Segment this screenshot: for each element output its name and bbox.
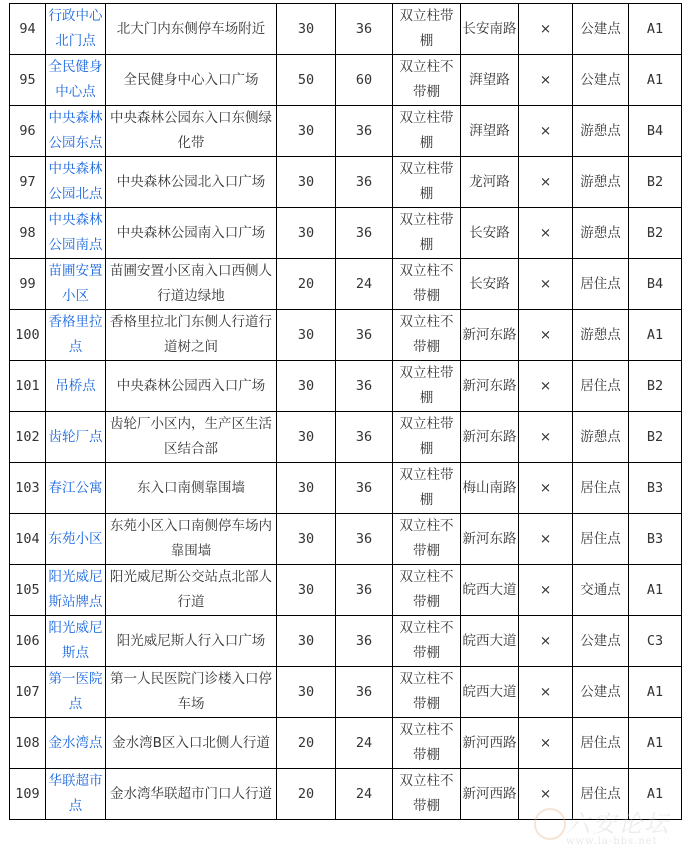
cell-rack-type: 双立柱带棚 xyxy=(393,4,461,55)
cell-cross-mark: × xyxy=(519,514,573,565)
cell-cross-mark: × xyxy=(519,769,573,820)
station-name-link[interactable]: 行政中心北门点 xyxy=(48,8,103,49)
cell-number: 97 xyxy=(10,157,46,208)
cell-rack-type: 双立柱不带棚 xyxy=(393,667,461,718)
cell-capacity-1: 30 xyxy=(277,106,336,157)
cell-location: 中央森林公园南入口广场 xyxy=(106,208,277,259)
cell-capacity-2: 36 xyxy=(336,463,393,514)
cell-grade: B2 xyxy=(629,412,682,463)
cell-capacity-1: 20 xyxy=(277,769,336,820)
station-name-link[interactable]: 中央森林公园南点 xyxy=(48,212,103,253)
cell-location: 中央森林公园西入口广场 xyxy=(106,361,277,412)
cell-category: 游憩点 xyxy=(573,157,629,208)
cell-rack-type: 双立柱不带棚 xyxy=(393,769,461,820)
station-name-link[interactable]: 第一医院点 xyxy=(48,671,103,712)
cell-road: 龙河路 xyxy=(461,157,519,208)
cell-road: 梅山南路 xyxy=(461,463,519,514)
cell-location: 东入口南侧靠围墙 xyxy=(106,463,277,514)
cell-station-name xyxy=(46,412,106,463)
cell-capacity-2: 60 xyxy=(336,55,393,106)
cell-cross-mark: × xyxy=(519,106,573,157)
cell-cross-mark: × xyxy=(519,361,573,412)
cell-category: 居住点 xyxy=(573,463,629,514)
cell-capacity-1: 50 xyxy=(277,55,336,106)
cell-cross-mark: × xyxy=(519,157,573,208)
table-row xyxy=(10,208,682,259)
cell-station-name xyxy=(46,616,106,667)
cell-road: 新河东路 xyxy=(461,412,519,463)
cell-category: 公建点 xyxy=(573,616,629,667)
cell-grade: A1 xyxy=(629,565,682,616)
table-row xyxy=(10,769,682,820)
cell-rack-type: 双立柱不带棚 xyxy=(393,718,461,769)
cell-rack-type: 双立柱不带棚 xyxy=(393,616,461,667)
table-row xyxy=(10,361,682,412)
cell-cross-mark: × xyxy=(519,4,573,55)
cell-rack-type: 双立柱带棚 xyxy=(393,208,461,259)
cell-road: 新河东路 xyxy=(461,514,519,565)
cell-rack-type: 双立柱带棚 xyxy=(393,412,461,463)
cell-road: 湃望路 xyxy=(461,106,519,157)
cell-grade: B2 xyxy=(629,157,682,208)
cell-rack-type: 双立柱带棚 xyxy=(393,361,461,412)
cell-station-name xyxy=(46,463,106,514)
cell-category: 居住点 xyxy=(573,718,629,769)
cell-capacity-1: 20 xyxy=(277,259,336,310)
cell-road: 湃望路 xyxy=(461,55,519,106)
station-name-link[interactable]: 中央森林公园北点 xyxy=(48,161,103,202)
cell-capacity-1: 30 xyxy=(277,157,336,208)
cell-rack-type: 双立柱不带棚 xyxy=(393,259,461,310)
cell-cross-mark: × xyxy=(519,55,573,106)
cell-capacity-2: 36 xyxy=(336,310,393,361)
cell-category: 公建点 xyxy=(573,55,629,106)
cell-location: 齿轮厂小区内，生产区生活区结合部 xyxy=(106,412,277,463)
cell-cross-mark: × xyxy=(519,259,573,310)
watermark-url: www.la-bbs.net xyxy=(566,836,658,847)
table-row xyxy=(10,55,682,106)
table-row xyxy=(10,157,682,208)
station-name-link[interactable]: 东苑小区 xyxy=(48,530,103,547)
cell-category: 游憩点 xyxy=(573,106,629,157)
cell-grade: B3 xyxy=(629,514,682,565)
cell-capacity-1: 30 xyxy=(277,208,336,259)
cell-station-name xyxy=(46,565,106,616)
cell-capacity-2: 36 xyxy=(336,157,393,208)
station-name-link[interactable]: 阳光威尼斯站牌点 xyxy=(48,569,103,610)
cell-capacity-2: 24 xyxy=(336,259,393,310)
cell-capacity-1: 30 xyxy=(277,361,336,412)
cell-station-name xyxy=(46,514,106,565)
cell-road: 新河东路 xyxy=(461,310,519,361)
cell-station-name xyxy=(46,310,106,361)
cell-capacity-2: 36 xyxy=(336,616,393,667)
table-row xyxy=(10,616,682,667)
cell-capacity-1: 30 xyxy=(277,616,336,667)
station-name-link[interactable]: 金水湾点 xyxy=(48,734,103,751)
cell-number: 106 xyxy=(10,616,46,667)
cell-grade: A1 xyxy=(629,769,682,820)
cell-number: 104 xyxy=(10,514,46,565)
cell-station-name xyxy=(46,157,106,208)
cell-cross-mark: × xyxy=(519,208,573,259)
cell-road: 皖西大道 xyxy=(461,667,519,718)
cell-capacity-1: 30 xyxy=(277,667,336,718)
cell-capacity-2: 24 xyxy=(336,769,393,820)
cell-grade: A1 xyxy=(629,310,682,361)
cell-rack-type: 双立柱不带棚 xyxy=(393,310,461,361)
cell-road: 长安南路 xyxy=(461,4,519,55)
station-name-link[interactable]: 春江公寓 xyxy=(48,479,103,496)
cell-cross-mark: × xyxy=(519,310,573,361)
cell-cross-mark: × xyxy=(519,718,573,769)
cell-grade: A1 xyxy=(629,55,682,106)
cell-capacity-2: 36 xyxy=(336,4,393,55)
cell-location: 北大门内东侧停车场附近 xyxy=(106,4,277,55)
cell-road: 长安路 xyxy=(461,208,519,259)
cell-grade: B4 xyxy=(629,106,682,157)
cell-grade: B3 xyxy=(629,463,682,514)
cell-station-name xyxy=(46,361,106,412)
cell-location: 东苑小区入口南侧停车场内靠围墙 xyxy=(106,514,277,565)
cell-location: 金水湾华联超市门口人行道 xyxy=(106,769,277,820)
cell-station-name xyxy=(46,667,106,718)
watermark-text: 六安论坛 xyxy=(566,810,670,838)
station-name-link[interactable]: 阳光威尼斯点 xyxy=(48,620,103,661)
bike-station-table xyxy=(9,3,682,820)
cell-capacity-1: 30 xyxy=(277,565,336,616)
cell-capacity-2: 36 xyxy=(336,361,393,412)
cell-number: 99 xyxy=(10,259,46,310)
cell-cross-mark: × xyxy=(519,412,573,463)
cell-location: 全民健身中心入口广场 xyxy=(106,55,277,106)
cell-station-name xyxy=(46,769,106,820)
cell-road: 长安路 xyxy=(461,259,519,310)
cell-capacity-2: 36 xyxy=(336,565,393,616)
cell-category: 居住点 xyxy=(573,361,629,412)
cell-location: 苗圃安置小区南入口西侧人行道边绿地 xyxy=(106,259,277,310)
cell-station-name xyxy=(46,718,106,769)
cell-grade: B4 xyxy=(629,259,682,310)
cell-station-name xyxy=(46,208,106,259)
cell-capacity-2: 36 xyxy=(336,412,393,463)
cell-rack-type: 双立柱带棚 xyxy=(393,106,461,157)
cell-number: 103 xyxy=(10,463,46,514)
cell-location: 香格里拉北门东侧人行道行道树之间 xyxy=(106,310,277,361)
cell-capacity-1: 30 xyxy=(277,514,336,565)
station-name-link[interactable]: 香格里拉点 xyxy=(48,314,103,355)
cell-road: 新河西路 xyxy=(461,769,519,820)
cell-location: 阳光威尼斯公交站点北部人行道 xyxy=(106,565,277,616)
cell-station-name xyxy=(46,106,106,157)
cell-cross-mark: × xyxy=(519,463,573,514)
cell-location: 第一人民医院门诊楼入口停车场 xyxy=(106,667,277,718)
cell-rack-type: 双立柱带棚 xyxy=(393,463,461,514)
cell-station-name xyxy=(46,55,106,106)
cell-grade: B2 xyxy=(629,208,682,259)
cell-location: 中央森林公园东入口东侧绿化带 xyxy=(106,106,277,157)
table-row xyxy=(10,463,682,514)
cell-cross-mark: × xyxy=(519,667,573,718)
cell-grade: A1 xyxy=(629,718,682,769)
cell-category: 游憩点 xyxy=(573,412,629,463)
cell-number: 100 xyxy=(10,310,46,361)
cell-number: 96 xyxy=(10,106,46,157)
cell-capacity-1: 20 xyxy=(277,718,336,769)
cell-capacity-2: 36 xyxy=(336,106,393,157)
cell-category: 居住点 xyxy=(573,769,629,820)
cell-station-name xyxy=(46,259,106,310)
cell-rack-type: 双立柱带棚 xyxy=(393,157,461,208)
table-row xyxy=(10,106,682,157)
cell-location: 阳光威尼斯人行入口广场 xyxy=(106,616,277,667)
cell-capacity-1: 30 xyxy=(277,310,336,361)
station-name-link[interactable]: 吊桥点 xyxy=(55,377,96,394)
table-row xyxy=(10,310,682,361)
cell-road: 皖西大道 xyxy=(461,616,519,667)
station-name-link[interactable]: 苗圃安置小区 xyxy=(48,263,103,304)
table-row xyxy=(10,565,682,616)
cell-road: 新河西路 xyxy=(461,718,519,769)
cell-category: 游憩点 xyxy=(573,310,629,361)
cell-grade: A1 xyxy=(629,4,682,55)
cell-capacity-2: 36 xyxy=(336,667,393,718)
station-name-link[interactable]: 华联超市点 xyxy=(48,773,103,814)
cell-number: 102 xyxy=(10,412,46,463)
cell-grade: B2 xyxy=(629,361,682,412)
cell-capacity-1: 30 xyxy=(277,412,336,463)
cell-number: 98 xyxy=(10,208,46,259)
cell-cross-mark: × xyxy=(519,565,573,616)
cell-number: 94 xyxy=(10,4,46,55)
cell-number: 108 xyxy=(10,718,46,769)
table-row xyxy=(10,412,682,463)
cell-number: 95 xyxy=(10,55,46,106)
cell-number: 107 xyxy=(10,667,46,718)
cell-rack-type: 双立柱不带棚 xyxy=(393,514,461,565)
bike-station-table-wrapper xyxy=(9,3,682,820)
table-row xyxy=(10,4,682,55)
station-name-link[interactable]: 齿轮厂点 xyxy=(48,428,103,445)
cell-category: 游憩点 xyxy=(573,208,629,259)
cell-rack-type: 双立柱不带棚 xyxy=(393,55,461,106)
table-row xyxy=(10,718,682,769)
cell-category: 交通点 xyxy=(573,565,629,616)
cell-capacity-1: 30 xyxy=(277,463,336,514)
table-row xyxy=(10,667,682,718)
cell-rack-type: 双立柱不带棚 xyxy=(393,565,461,616)
cell-category: 居住点 xyxy=(573,514,629,565)
table-row xyxy=(10,259,682,310)
cell-number: 109 xyxy=(10,769,46,820)
table-body xyxy=(10,4,682,820)
cell-station-name xyxy=(46,4,106,55)
cell-grade: A1 xyxy=(629,667,682,718)
cell-number: 101 xyxy=(10,361,46,412)
station-name-link[interactable]: 中央森林公园东点 xyxy=(48,110,103,151)
cell-location: 中央森林公园北入口广场 xyxy=(106,157,277,208)
cell-category: 公建点 xyxy=(573,4,629,55)
cell-cross-mark: × xyxy=(519,616,573,667)
cell-capacity-2: 36 xyxy=(336,208,393,259)
cell-capacity-2: 24 xyxy=(336,718,393,769)
cell-location: 金水湾B区入口北侧人行道 xyxy=(106,718,277,769)
cell-number: 105 xyxy=(10,565,46,616)
table-row xyxy=(10,514,682,565)
cell-category: 公建点 xyxy=(573,667,629,718)
station-name-link[interactable]: 全民健身中心点 xyxy=(48,59,103,100)
cell-road: 新河东路 xyxy=(461,361,519,412)
cell-grade: C3 xyxy=(629,616,682,667)
cell-capacity-2: 36 xyxy=(336,514,393,565)
cell-road: 皖西大道 xyxy=(461,565,519,616)
cell-capacity-1: 30 xyxy=(277,4,336,55)
cell-category: 居住点 xyxy=(573,259,629,310)
